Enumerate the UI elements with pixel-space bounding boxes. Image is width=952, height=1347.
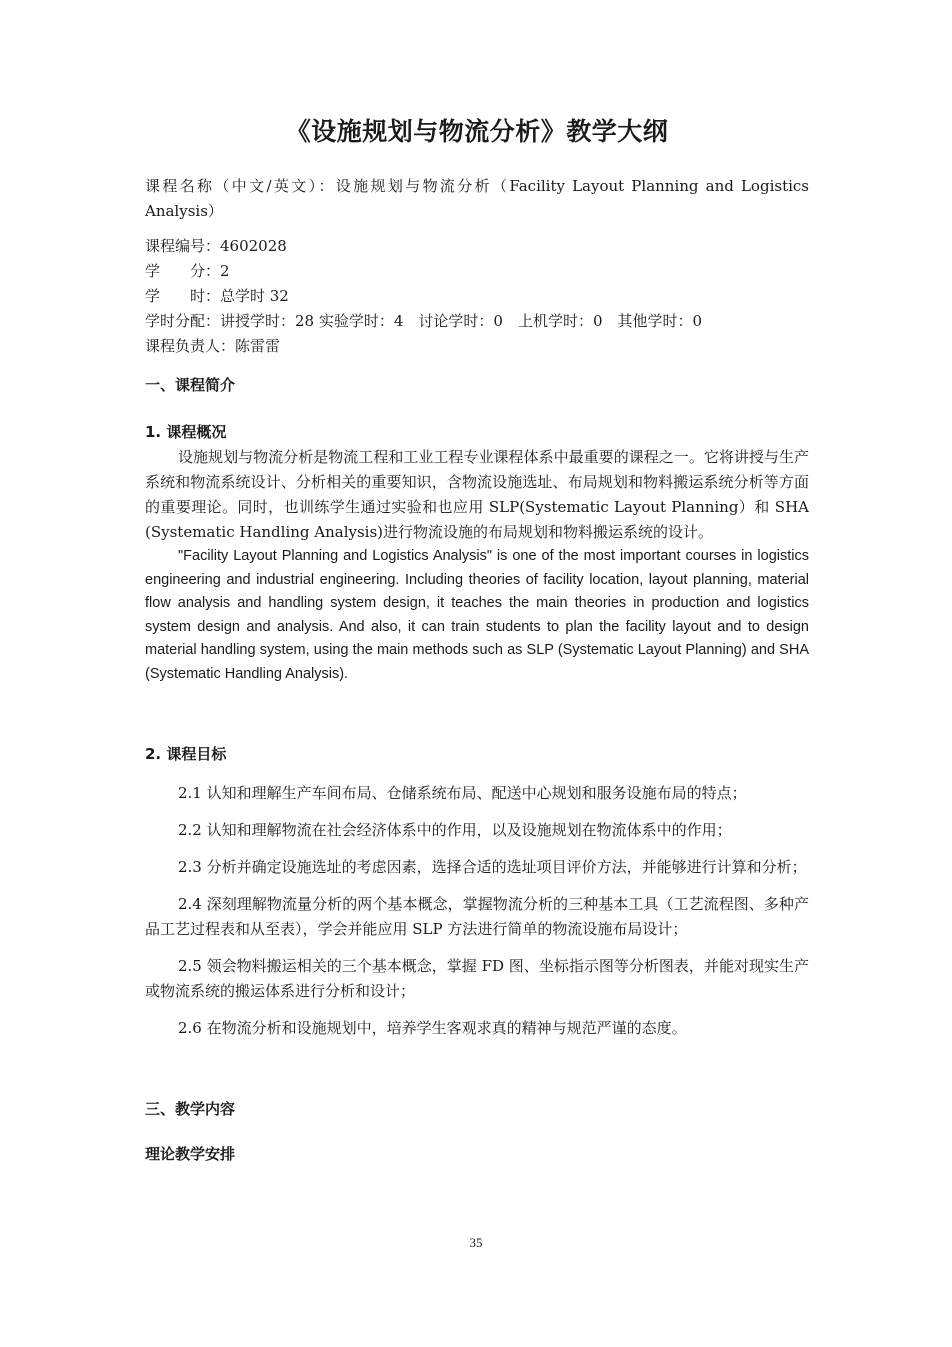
course-name-line: 课程名称（中文/英文）：设施规划与物流分析（Facility Layout Planning and Logistics Analysis） <box>145 177 809 220</box>
hours-allocation: 学时分配：讲授学时：28 实验学时：4 讨论学时：0 上机学时：0 其他学时：0 <box>145 312 703 330</box>
overview-paragraph-en: "Facility Layout Planning and Logistics Analysis" is one of the most important courses in logistics engineering and industrial engineering. Including theories of facility location, layout planning, material flow analysis and handling system design, it teaches the main theories in production and logistics system design and analysis. And also, it can train students to plan the facility layout and to design material handling system, using the main methods such as SLP (Systematic Layout Planning) and SHA (Systematic Handling Analysis). <box>145 548 809 682</box>
page-content <box>145 112 809 1167</box>
subsection-heading-theory: 理论教学安排 <box>145 1145 236 1163</box>
goal-item: 2.3 分析并确定设施选址的考虑因素，选择合适的选址项目评价方法，并能够进行计算和分析； <box>178 858 807 876</box>
document-title: 《设施规划与物流分析》教学大纲 <box>285 117 669 146</box>
goal-item: 2.6 在物流分析和设施规划中，培养学生客观求真的精神与规范严谨的态度。 <box>178 1019 687 1037</box>
subsection-heading-overview: 1. 课程概况 <box>145 423 227 441</box>
page-number: 35 <box>469 1235 483 1250</box>
goal-item: 2.1 认知和理解生产车间布局、仓储系统布局、配送中心规划和服务设施布局的特点； <box>178 784 747 802</box>
course-code: 课程编号：4602028 <box>145 237 287 255</box>
course-hours: 学 时：总学时 32 <box>145 287 289 305</box>
subsection-heading-goals: 2. 课程目标 <box>145 745 227 763</box>
goal-item: 2.4 深刻理解物流量分析的两个基本概念，掌握物流分析的三种基本工具（工艺流程图、多种产品工艺过程表和从至表），学会并能应用 SLP 方法进行简单的物流设施布局设计； <box>145 895 809 938</box>
goals-list <box>145 781 809 1041</box>
goal-item: 2.5 领会物料搬运相关的三个基本概念，掌握 FD 图、坐标指示图等分析图表，并能对现实生产或物流系统的搬运体系进行分析和设计； <box>145 957 809 1000</box>
section-heading-content: 三、教学内容 <box>145 1100 236 1118</box>
course-info-block <box>145 234 809 359</box>
course-leader: 课程负责人：陈雷雷 <box>145 337 281 355</box>
goal-item: 2.2 认知和理解物流在社会经济体系中的作用，以及设施规划在物流体系中的作用； <box>178 821 732 839</box>
section-heading-intro: 一、课程简介 <box>145 376 236 394</box>
course-credit: 学 分：2 <box>145 262 230 280</box>
overview-paragraph-zh: 设施规划与物流分析是物流工程和工业工程专业课程体系中最重要的课程之一。它将讲授与生产系统和物流系统设计、分析相关的重要知识，含物流设施选址、布局规划和物料搬运系统分析等方面的重要理论。同时，也训练学生通过实验和也应用 SLP(Systematic Layout Planning）和 SHA (Systematic Handling Analysis)进行物流设施的布局规划和物料搬运系统的设计。 <box>145 448 809 541</box>
